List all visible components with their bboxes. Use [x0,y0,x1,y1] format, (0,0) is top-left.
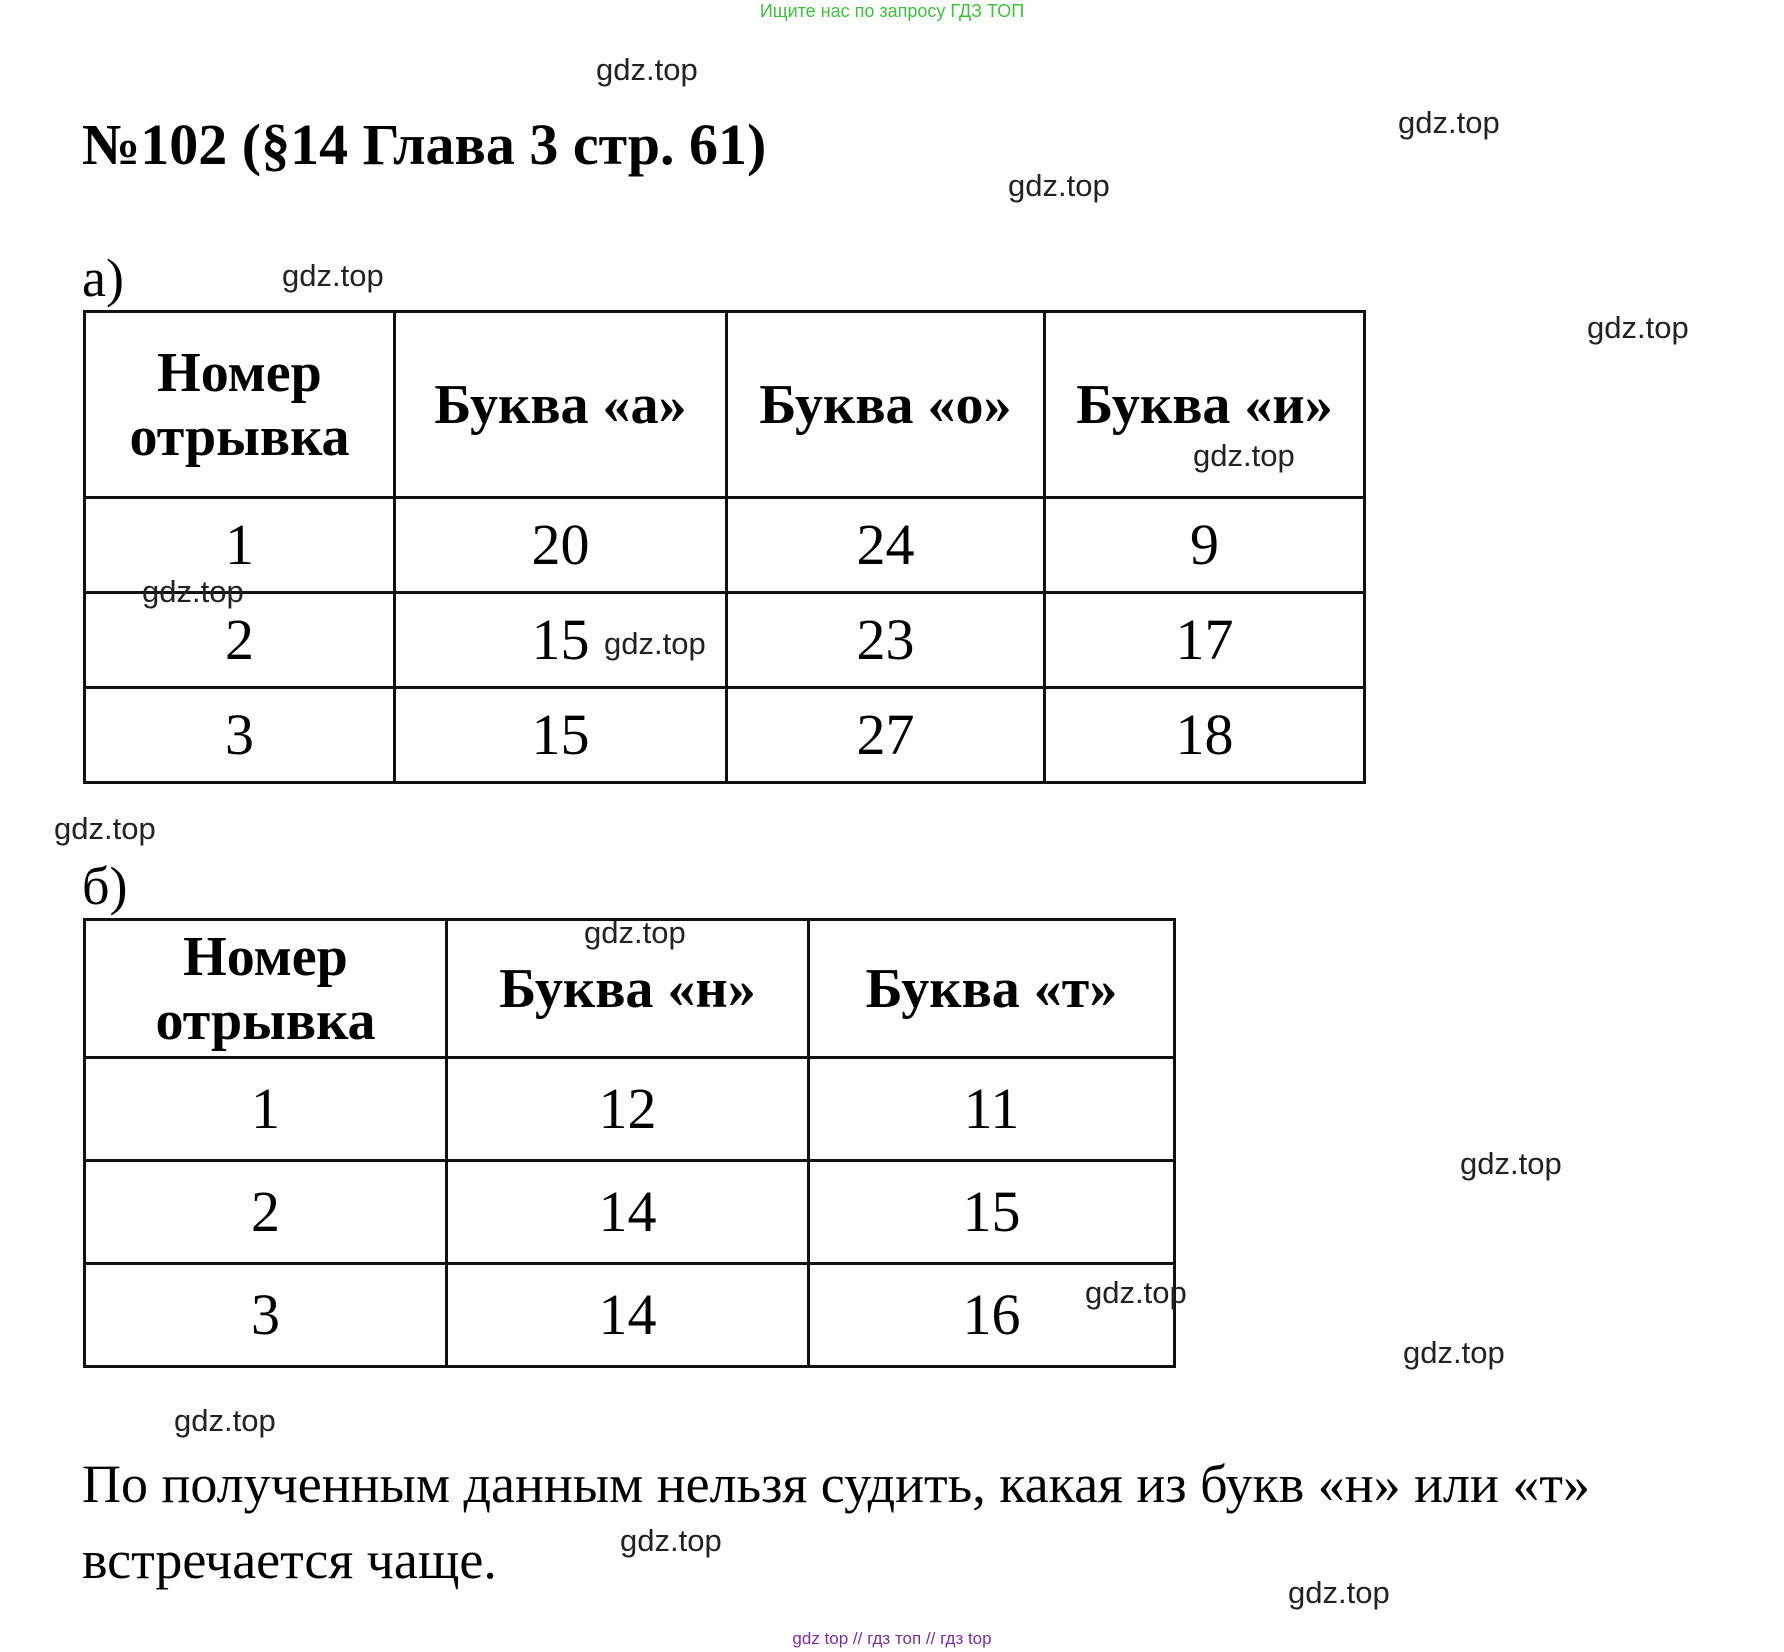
table-a-header-row [85,312,1365,498]
table-cell: 24 [727,498,1045,593]
watermark: gdz.top [620,1523,722,1558]
table-row [85,498,1365,593]
watermark: gdz.top [142,574,244,609]
watermark: gdz.top [54,811,156,846]
watermark: gdz.top [282,258,384,293]
table-cell: 9 [1045,498,1365,593]
table-cell: 1 [85,1058,447,1161]
table-cell: 15 [395,688,727,783]
page-title: №102 (§14 Глава 3 стр. 61) [82,112,767,177]
part-b-label: б) [82,856,128,916]
table-b-header-cell: Буква «н» [447,920,809,1058]
table-cell: 14 [447,1264,809,1367]
table-cell: 17 [1045,593,1365,688]
watermark: gdz.top [1008,168,1110,203]
table-cell: 1 [85,498,395,593]
part-a-label: а) [82,248,124,308]
table-cell: 15 [809,1161,1175,1264]
table-cell: 3 [85,688,395,783]
watermark: gdz.top [1460,1146,1562,1181]
table-row [85,593,1365,688]
table-row [85,1161,1175,1264]
table-cell: 18 [1045,688,1365,783]
watermark: gdz.top [596,52,698,87]
watermark: gdz.top [604,626,706,661]
table-cell: 23 [727,593,1045,688]
watermark: gdz.top [174,1403,276,1438]
table-cell: 27 [727,688,1045,783]
table-cell: 2 [85,593,395,688]
watermark: gdz.top [1587,310,1689,345]
table-a-header-cell: Буква «и» [1045,312,1365,498]
top-banner: Ищите нас по запросу ГДЗ ТОП [759,1,1025,21]
table-cell: 20 [395,498,727,593]
table-part-a [83,310,1366,784]
table-row [85,1058,1175,1161]
table-b-header-cell: Буква «т» [809,920,1175,1058]
watermark: gdz.top [584,915,686,950]
table-part-b [83,918,1176,1368]
watermark: gdz.top [1403,1335,1505,1370]
footer-text: gdz top // гдз топ // гдз top [792,1629,992,1648]
table-cell: 16 [809,1264,1175,1367]
table-cell: 11 [809,1058,1175,1161]
table-cell: 15 [395,593,727,688]
table-a-header-cell: Буква «о» [727,312,1045,498]
watermark: gdz.top [1085,1275,1187,1310]
watermark: gdz.top [1288,1575,1390,1610]
table-b-header-cell: Номер отрывка [85,920,447,1058]
table-a-header-cell: Номер отрывка [85,312,395,498]
table-row [85,688,1365,783]
table-a-header-cell: Буква «а» [395,312,727,498]
table-cell: 2 [85,1161,447,1264]
conclusion-text: По полученным данным нельзя судить, какая из букв «н» или «т» встречается чаще. [82,1454,1590,1590]
table-cell: 12 [447,1058,809,1161]
table-row [85,1264,1175,1367]
table-cell: 3 [85,1264,447,1367]
table-cell: 14 [447,1161,809,1264]
watermark: gdz.top [1193,438,1295,473]
watermark: gdz.top [1398,105,1500,140]
